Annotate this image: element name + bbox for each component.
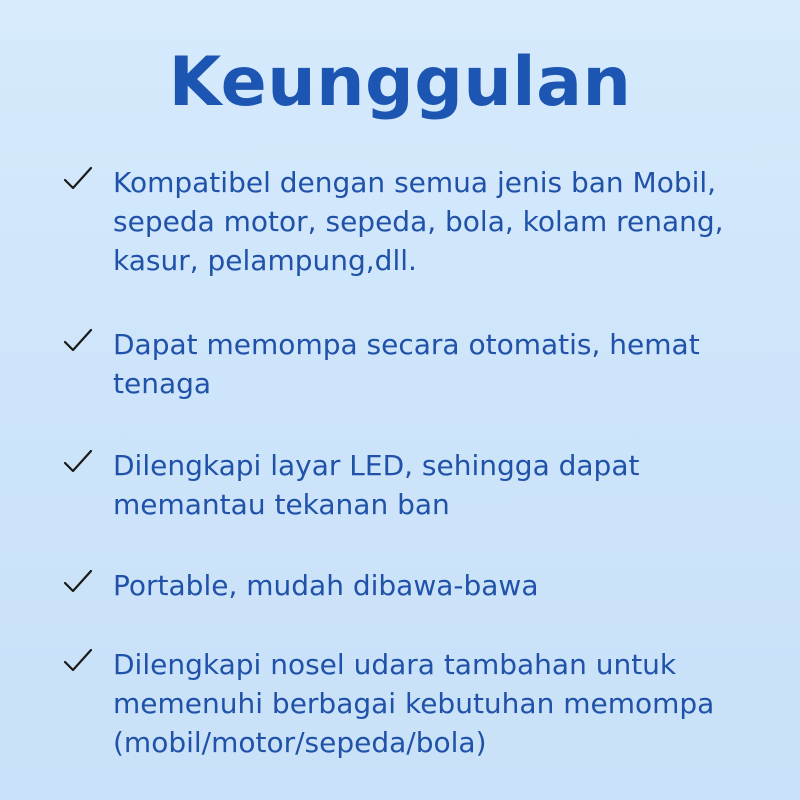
page-title: Keunggulan bbox=[168, 43, 632, 122]
feature-text: Portable, mudah dibawa-bawa bbox=[113, 569, 539, 602]
checkmark-icon bbox=[62, 448, 94, 476]
feature-text: Dapat memompa secara otomatis, hemat tenaga bbox=[113, 328, 700, 400]
feature-text: Kompatibel dengan semua jenis ban Mobil, sepeda motor, sepeda, bola, kolam renang, kasur, pelampung,dll. bbox=[113, 166, 724, 277]
feature-text: Dilengkapi layar LED, sehingga dapat memantau tekanan ban bbox=[113, 449, 640, 521]
checkmark-icon bbox=[62, 647, 94, 675]
checkmark-icon bbox=[62, 327, 94, 355]
checkmark-icon bbox=[62, 165, 94, 193]
checkmark-icon bbox=[62, 568, 94, 596]
feature-text: Dilengkapi nosel udara tambahan untuk memenuhi berbagai kebutuhan memompa (mobil/motor/sepeda/bola) bbox=[113, 648, 715, 759]
